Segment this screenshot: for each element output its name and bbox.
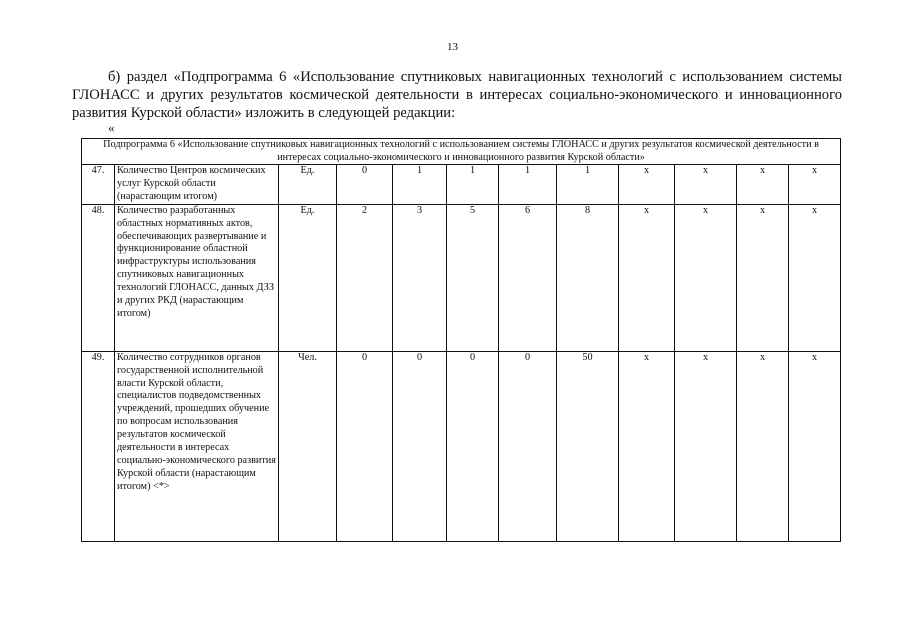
row-number: 48. — [82, 204, 115, 351]
value-cell: 0 — [393, 351, 447, 541]
value-cell: х — [619, 165, 675, 205]
value-cell: х — [619, 204, 675, 351]
value-cell: 3 — [393, 204, 447, 351]
value-cell: х — [619, 351, 675, 541]
indicator-name: Количество разработанных областных нормативных актов, обеспечивающих развертывание и функционирование областной инфраструктуры использования спутниковых навигационных технологий ГЛОНАСС, данных ДЗЗ и других РКД (нарастающим итогом) — [115, 204, 279, 351]
unit-cell: Ед. — [279, 204, 337, 351]
value-cell: х — [737, 351, 789, 541]
subprogram-caption-row — [82, 139, 841, 165]
value-cell: 2 — [337, 204, 393, 351]
table-row — [82, 204, 841, 351]
table-row — [82, 165, 841, 205]
value-cell: 0 — [337, 351, 393, 541]
opening-quote: « — [108, 120, 115, 135]
value-cell: х — [737, 165, 789, 205]
value-cell: 8 — [557, 204, 619, 351]
value-cell: 1 — [447, 165, 499, 205]
value-cell: 1 — [557, 165, 619, 205]
value-cell: 0 — [447, 351, 499, 541]
unit-cell: Чел. — [279, 351, 337, 541]
value-cell: 0 — [499, 351, 557, 541]
value-cell: 6 — [499, 204, 557, 351]
subprogram-caption: Подпрограмма 6 «Использование спутниковых навигационных технологий с использованием системы ГЛОНАСС и других результатов космической деятельности в интересах социально-экономического и инновационного развития Курской области» — [82, 139, 841, 165]
value-cell: х — [737, 204, 789, 351]
page-number: 13 — [447, 41, 458, 53]
value-cell: х — [675, 204, 737, 351]
amendment-intro-text: б) раздел «Подпрограмма 6 «Использование спутниковых навигационных технологий с использованием системы ГЛОНАСС и других результатов космической деятельности в интересах социально-экономического и инновационного развития Курской области» изложить в следующей редакции: — [72, 69, 842, 121]
value-cell: 1 — [393, 165, 447, 205]
value-cell: 50 — [557, 351, 619, 541]
row-number: 49. — [82, 351, 115, 541]
indicator-name: Количество сотрудников органов государственной исполнительной власти Курской области, специалистов подведомственных учреждений, прошедших обучение по вопросам использования результатов космической деятельности в интересах социально-экономического развития Курской области (нарастающим итогом) <*> — [115, 351, 279, 541]
value-cell: 5 — [447, 204, 499, 351]
unit-cell: Ед. — [279, 165, 337, 205]
value-cell: 1 — [499, 165, 557, 205]
row-number: 47. — [82, 165, 115, 205]
indicator-name: Количество Центров космических услуг Курской области (нарастающим итогом) — [115, 165, 279, 205]
value-cell: х — [789, 204, 841, 351]
indicators-table — [81, 138, 841, 542]
value-cell: х — [789, 165, 841, 205]
value-cell: 0 — [337, 165, 393, 205]
value-cell: х — [675, 165, 737, 205]
value-cell: х — [789, 351, 841, 541]
value-cell: х — [675, 351, 737, 541]
table-row — [82, 351, 841, 541]
